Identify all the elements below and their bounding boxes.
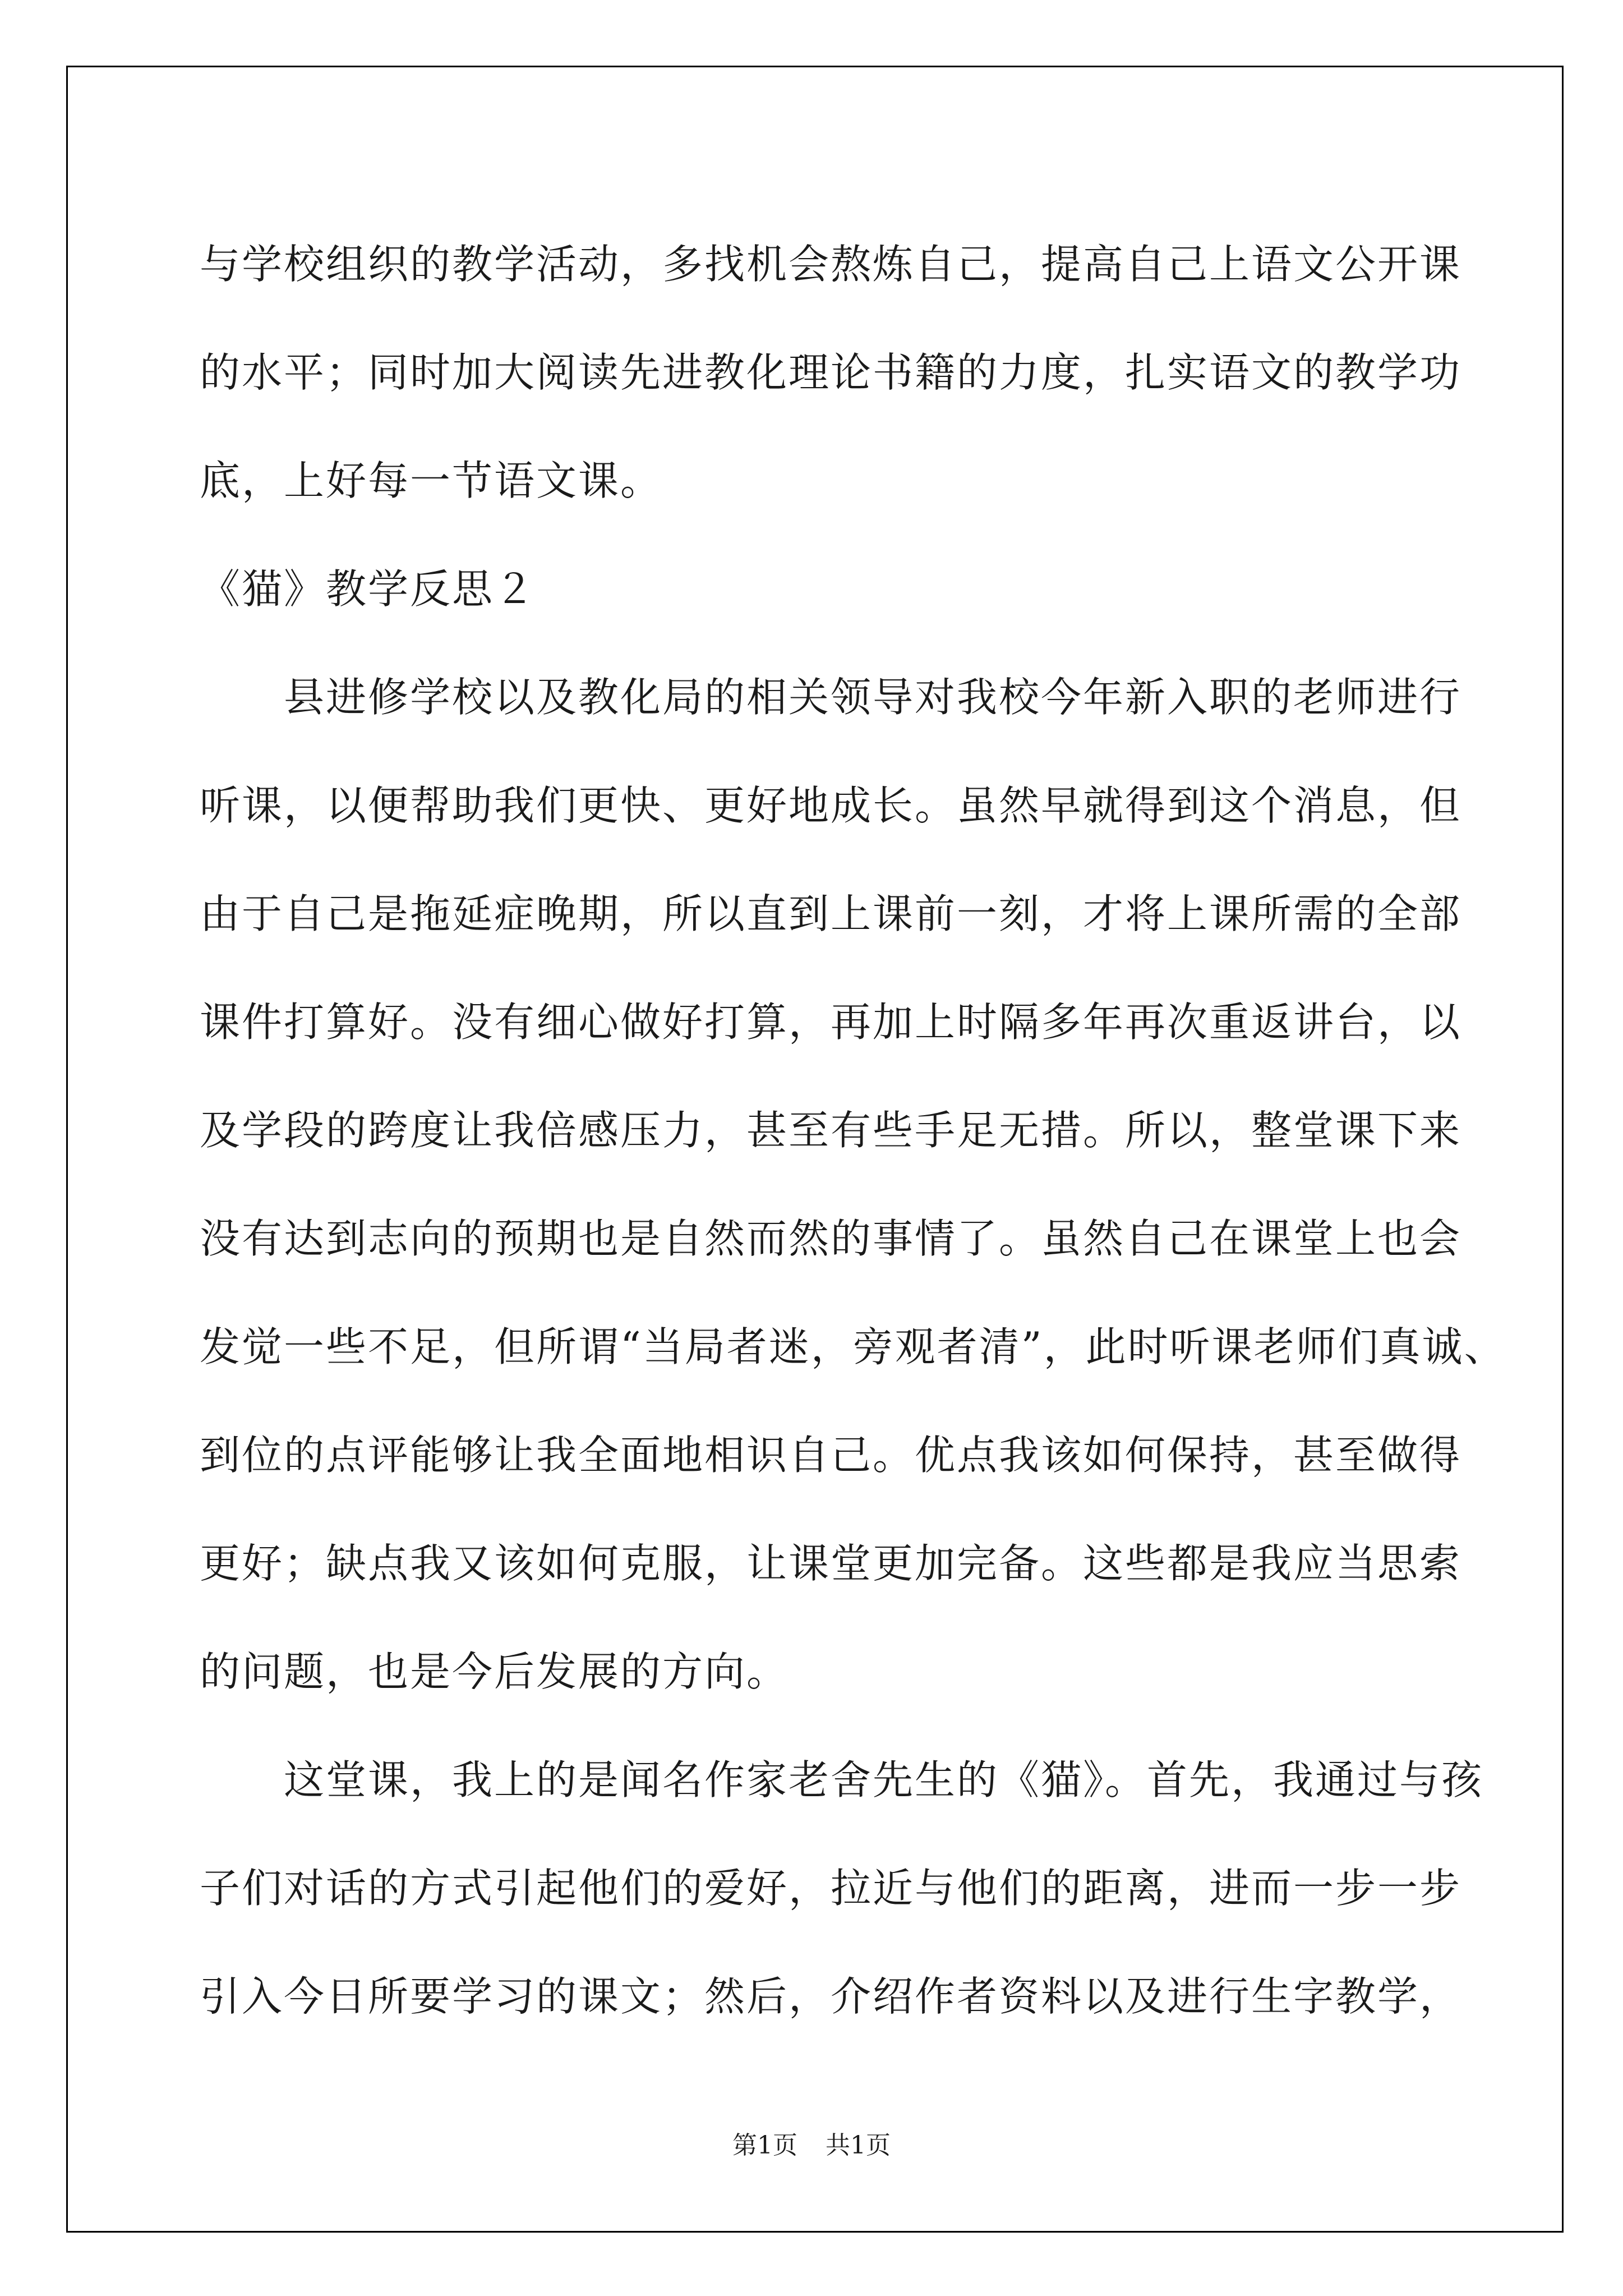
- text-line: 及学段的跨度让我倍感压力，甚至有些手足无措。所以，整堂课下来: [200, 1107, 1462, 1154]
- page-total: 共1页: [826, 2131, 891, 2160]
- text-line: 的水平；同时加大阅读先进教化理论书籍的力度，扎实语文的教学功: [200, 349, 1462, 396]
- text-line: 底，上好每一节语文课。: [200, 457, 663, 504]
- section-heading: 《猫》教学反思２: [200, 565, 537, 613]
- text-line: 到位的点评能够让我全面地相识自己。优点我该如何保持，甚至做得: [200, 1432, 1462, 1479]
- text-line: 与学校组织的教学活动，多找机会熬炼自己，提高自己上语文公开课: [200, 241, 1462, 288]
- text-line: 课件打算好。没有细心做好打算，再加上时隔多年再次重返讲台，以: [200, 999, 1462, 1046]
- text-line: 由于自己是拖延症晚期，所以直到上课前一刻，才将上课所需的全部: [200, 890, 1462, 937]
- text-line: 的问题，也是今后发展的方向。: [200, 1648, 789, 1695]
- text-line: 发觉一些不足，但所谓“当局者迷，旁观者清”，此时听课老师们真诚、: [200, 1323, 1506, 1370]
- text-line: 没有达到志向的预期也是自然而然的事情了。虽然自己在课堂上也会: [200, 1215, 1462, 1262]
- text-line: 引入今日所要学习的课文；然后，介绍作者资料以及进行生字教学，: [200, 1973, 1462, 2020]
- text-line: 更好；缺点我又该如何克服，让课堂更加完备。这些都是我应当思索: [200, 1540, 1462, 1587]
- page-footer: [0, 2129, 1623, 2162]
- text-line: 这堂课，我上的是闻名作家老舍先生的《猫》。首先，我通过与孩: [200, 1756, 1484, 1803]
- text-line: 听课，以便帮助我们更快、更好地成长。虽然早就得到这个消息，但: [200, 782, 1462, 829]
- text-line: 县进修学校以及教化局的相关领导对我校今年新入职的老师进行: [200, 674, 1462, 721]
- document-body: [200, 210, 1506, 2051]
- text-line: 子们对话的方式引起他们的爱好，拉近与他们的距离，进而一步一步: [200, 1865, 1462, 1912]
- page-number: 第1页: [732, 2131, 797, 2160]
